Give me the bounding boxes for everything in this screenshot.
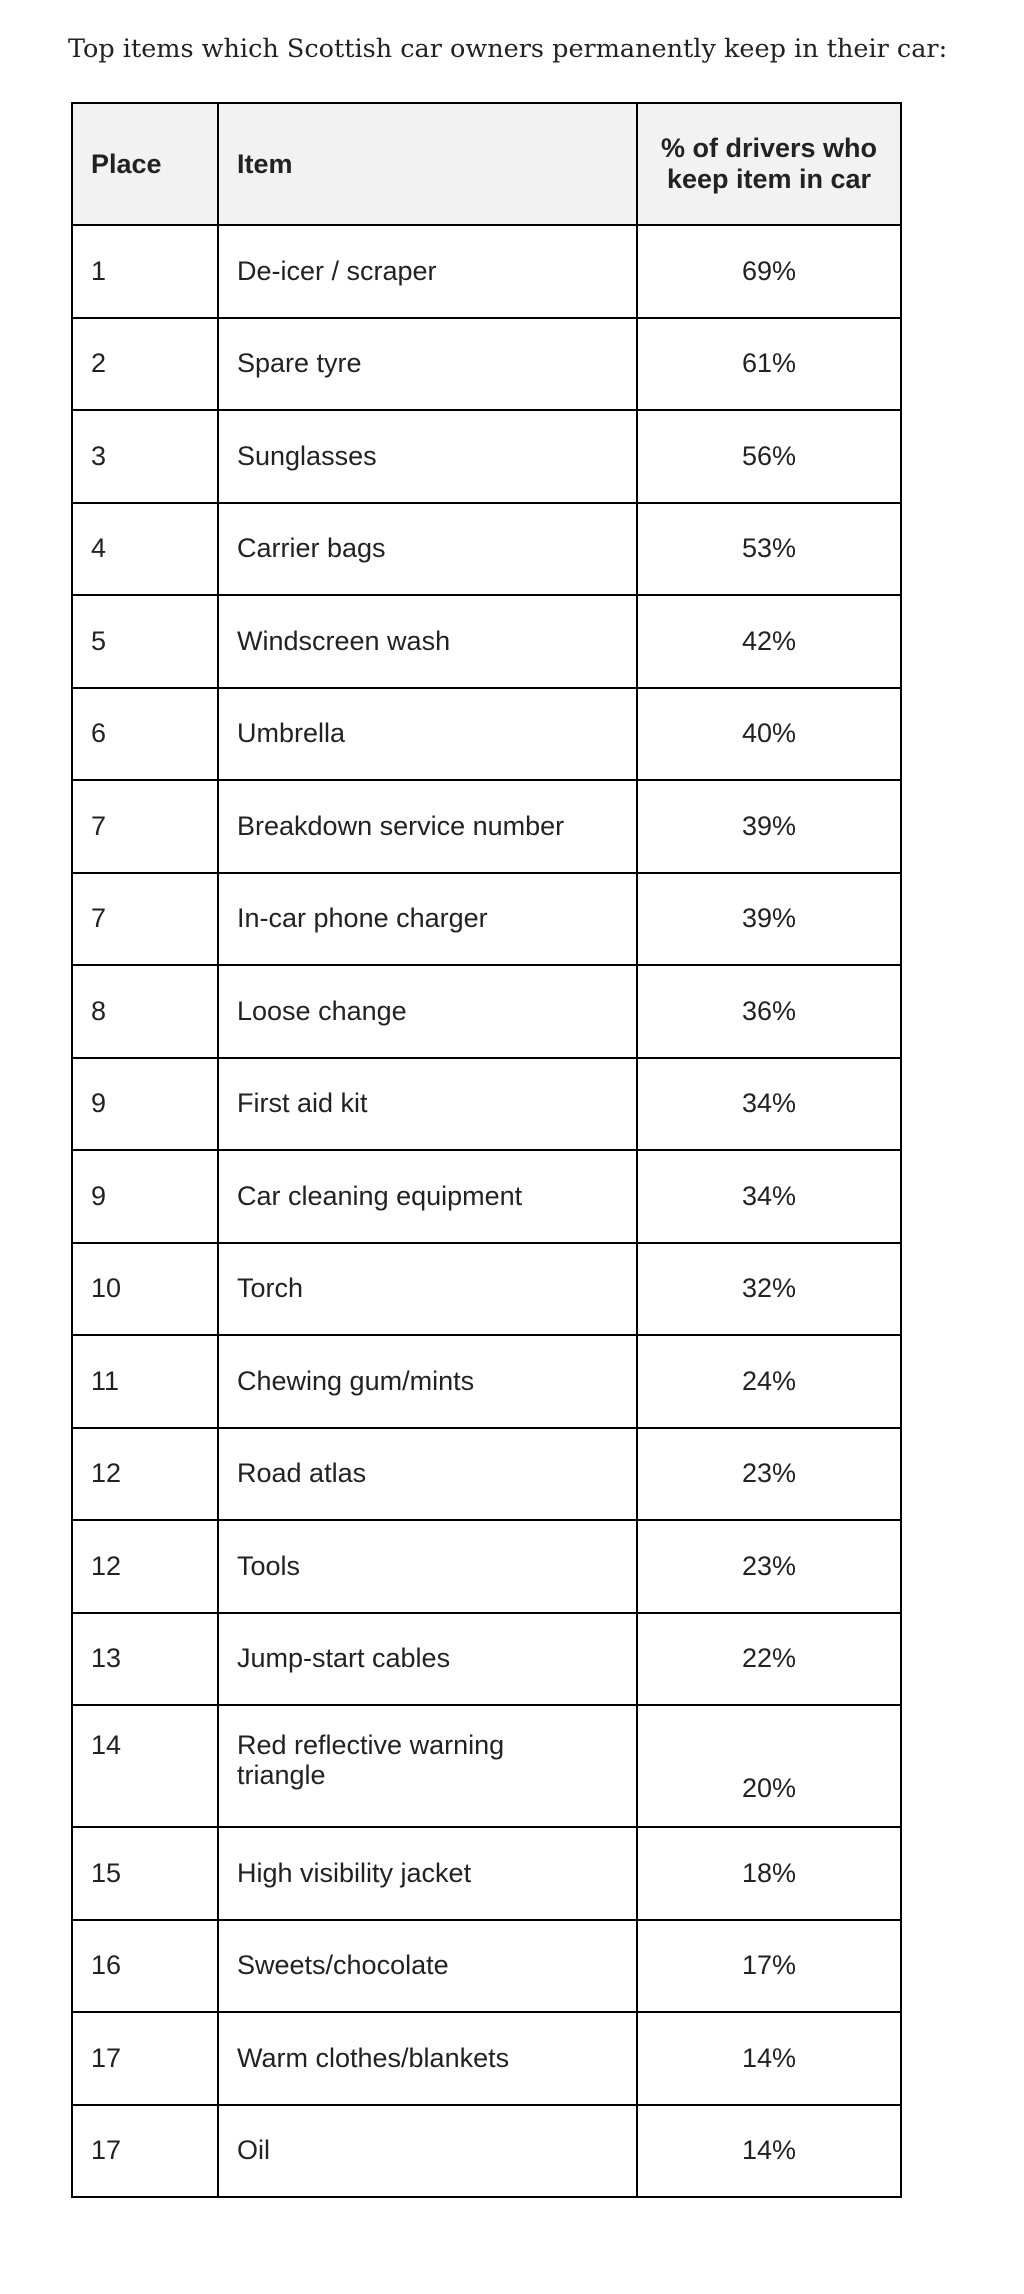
cell-percent: 22% (637, 1613, 901, 1706)
cell-item: Umbrella (218, 688, 637, 781)
table-row (72, 2012, 901, 2105)
cell-place: 6 (72, 688, 218, 781)
cell-percent: 14% (637, 2012, 901, 2105)
table-row (72, 1335, 901, 1428)
cell-item: Road atlas (218, 1428, 637, 1521)
cell-item: High visibility jacket (218, 1827, 637, 1920)
cell-place: 9 (72, 1150, 218, 1243)
table-row (72, 1920, 901, 2013)
cell-place: 4 (72, 503, 218, 596)
table-row (72, 503, 901, 596)
table-caption: Top items which Scottish car owners permanently keep in their car: (68, 34, 948, 64)
cell-place: 7 (72, 780, 218, 873)
table-row (72, 595, 901, 688)
cell-percent: 69% (637, 225, 901, 318)
cell-place: 7 (72, 873, 218, 966)
cell-percent: 39% (637, 780, 901, 873)
cell-place: 17 (72, 2012, 218, 2105)
table-row (72, 965, 901, 1058)
cell-percent: 17% (637, 1920, 901, 2013)
table-row (72, 1058, 901, 1151)
cell-item: First aid kit (218, 1058, 637, 1151)
table-row (72, 1243, 901, 1336)
table-row (72, 318, 901, 411)
table-body (72, 225, 901, 2197)
table-header (72, 103, 901, 225)
cell-item: Spare tyre (218, 318, 637, 411)
table-row (72, 1520, 901, 1613)
cell-place: 15 (72, 1827, 218, 1920)
table-row (72, 688, 901, 781)
cell-item: Sweets/chocolate (218, 1920, 637, 2013)
header-row (72, 103, 901, 225)
cell-place: 14 (72, 1705, 218, 1827)
cell-place: 13 (72, 1613, 218, 1706)
table-row (72, 1827, 901, 1920)
cell-percent: 23% (637, 1428, 901, 1521)
cell-place: 1 (72, 225, 218, 318)
cell-item: Torch (218, 1243, 637, 1336)
cell-item: Tools (218, 1520, 637, 1613)
cell-percent: 32% (637, 1243, 901, 1336)
cell-place: 2 (72, 318, 218, 411)
cell-item: Chewing gum/mints (218, 1335, 637, 1428)
table-row (72, 1705, 901, 1827)
items-table (71, 102, 902, 2198)
cell-percent: 34% (637, 1150, 901, 1243)
cell-item: Jump-start cables (218, 1613, 637, 1706)
table-row (72, 780, 901, 873)
cell-percent: 39% (637, 873, 901, 966)
cell-place: 10 (72, 1243, 218, 1336)
header-place: Place (72, 103, 218, 225)
table-row (72, 225, 901, 318)
cell-percent: 36% (637, 965, 901, 1058)
table-row (72, 1150, 901, 1243)
cell-item: Sunglasses (218, 410, 637, 503)
cell-item: Carrier bags (218, 503, 637, 596)
cell-item: Loose change (218, 965, 637, 1058)
cell-place: 9 (72, 1058, 218, 1151)
cell-percent: 18% (637, 1827, 901, 1920)
table-row (72, 2105, 901, 2198)
cell-place: 12 (72, 1428, 218, 1521)
cell-place: 17 (72, 2105, 218, 2198)
cell-percent: 20% (637, 1705, 901, 1827)
table-row (72, 873, 901, 966)
cell-percent: 53% (637, 503, 901, 596)
cell-percent: 24% (637, 1335, 901, 1428)
cell-item: Car cleaning equipment (218, 1150, 637, 1243)
cell-item: Windscreen wash (218, 595, 637, 688)
cell-percent: 34% (637, 1058, 901, 1151)
cell-place: 11 (72, 1335, 218, 1428)
cell-item: In-car phone charger (218, 873, 637, 966)
header-percent: % of drivers who keep item in car (637, 103, 901, 225)
cell-percent: 42% (637, 595, 901, 688)
cell-item: De-icer / scraper (218, 225, 637, 318)
table-row (72, 410, 901, 503)
table-row (72, 1613, 901, 1706)
cell-item: Warm clothes/blankets (218, 2012, 637, 2105)
cell-place: 3 (72, 410, 218, 503)
cell-place: 5 (72, 595, 218, 688)
table-row (72, 1428, 901, 1521)
cell-place: 16 (72, 1920, 218, 2013)
cell-percent: 40% (637, 688, 901, 781)
cell-item: Red reflective warning triangle (218, 1705, 637, 1827)
cell-place: 8 (72, 965, 218, 1058)
cell-percent: 23% (637, 1520, 901, 1613)
cell-percent: 61% (637, 318, 901, 411)
cell-percent: 14% (637, 2105, 901, 2198)
cell-percent: 56% (637, 410, 901, 503)
cell-place: 12 (72, 1520, 218, 1613)
cell-item: Oil (218, 2105, 637, 2198)
cell-item: Breakdown service number (218, 780, 637, 873)
header-item: Item (218, 103, 637, 225)
